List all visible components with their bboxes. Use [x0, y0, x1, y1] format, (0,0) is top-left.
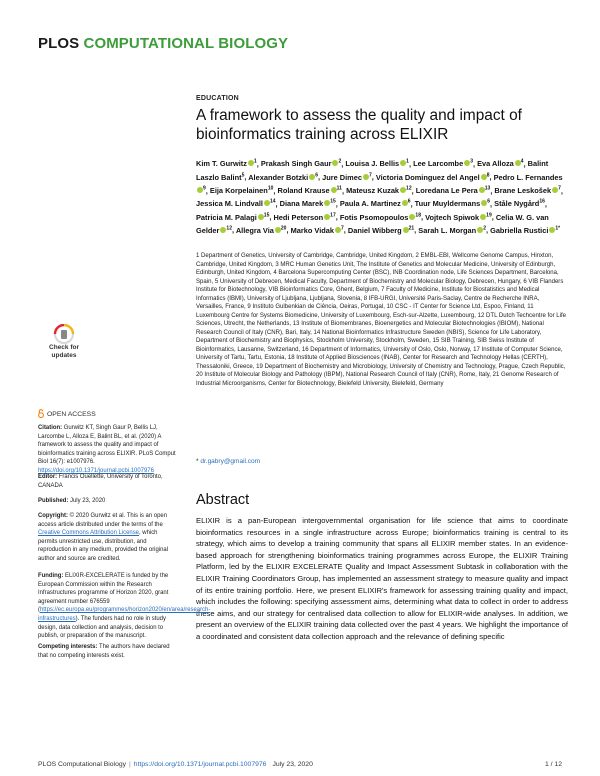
- author-name: Fotis Psomopoulos $^{18}$: [339, 212, 421, 222]
- corresponding-email-link[interactable]: dr.gabry@gmail.com: [200, 458, 261, 465]
- author-name: Patricia M. Palagi $^{15}$: [196, 212, 270, 222]
- author-affiliation-sup: 6: [315, 172, 318, 179]
- author-affiliation-sup: 17: [330, 212, 336, 219]
- author-affiliation-sup: 10: [267, 185, 274, 192]
- author-name: Paula A. Martinez $^6$: [339, 198, 411, 209]
- author-affiliation-sup: 1: [406, 159, 409, 165]
- journal-name-subtitle: COMPUTATIONAL BIOLOGY: [83, 35, 289, 52]
- author-name: Diana Marek $^{15}$: [279, 198, 336, 209]
- author-name: Allegra Via $^{20}$: [235, 225, 287, 235]
- affiliations: 1 Department of Genetics, University of Cambridge, Cambridge, United Kingdom, 2 EMBL-EBI, Wellcome Genome Campus, Hinxton, Cambridge, United Kingdom, 3 MRC Human Genetics Unit, The Institute of Genetics and Molecular Medicine, University of Edinburgh, Edinburgh, United Kingdom, 4 Barcelona Supercomputing Center (BSC), INB Coordination node, Life Sciences Department, Barcelona, Spain, 5 University of Debrecen, Medical Faculty, Department of Biochemistry and Molecular Biology, Debrecen, Hungary, 6 VIB Flanders Institute for Biotechnology, VIB Bioinformatics Core, Ghent, Belgium, 7 Faculty of Medicine, Institute for Biostatistics and Medical Informatics (IBMI), University of Ljubljana, Ljubljana, Slovenia, 8 IFB-URGI, Université Paris-Saclay, Centre de Recherche INRA, Versailles, France, 9 Instituto Gulbenkian de Ciência, Oeiras, Portugal, 10 CSC - IT Center for Science Ltd, Espoo, Finland, 11 Luxembourg Centre for Systems Biomedicine, University of Luxembourg, Esch-sur-Alzette, Luxembourg, 12 DTL Dutch Techcentre for Life Sciences, Utrecht, the Netherlands, 13 Institute of Biomembranes, Bioenergetics and Molecular Biotechnologies (IBIOM), National Research Council of Italy (CNR), Bari, Italy, 14 National Bioinformatics Infrastructure Sweden (NBIS), Science for Life Laboratory, Department of Biochemistry and Biophysics, Stockholm University, Stockholm, Sweden, 15 SIB Training, SIB Swiss Institute of Bioinformatics, Lausanne, Switzerland, 16 Department of Informatics, University of Oslo, Oslo, Norway, 17 Institute of Computer Science, University of Tartu, Tartu, Estonia, 18 Institute of Applied Biosciences (INAB), Center for Research and Technology Hellas (CERTH), Thessaloniki, Greece, 19 Department of Biochemistry and Microbiology, University of Chemistry and Technology, Prague, Czech Republic, 20 Institute of Molecular Biology and Pathology (IBPM), National Research Council of Italy (CNR), Rome, Italy, 21 Genome Research of Industrial Microorganisms, Center for Biotechnology, Bielefeld University, Bielefeld, Germany: [196, 253, 567, 387]
- author-name: Loredana Le Pera $^{13}$: [415, 185, 491, 195]
- author-name: Gabriella Rustici $^{1*}$: [490, 225, 561, 235]
- author-affiliation-sup: 2: [483, 225, 486, 232]
- published-block: Published: July 23, 2020: [38, 498, 106, 504]
- author-name: Louisa J. Bellis $^1$: [345, 159, 409, 169]
- author-affiliation-sup: 8: [486, 172, 490, 179]
- author-name: Sarah L. Morgan $^2$: [418, 225, 486, 235]
- author-name: Jessica M. Lindvall $^{14}$: [196, 198, 276, 209]
- author-name: Lee Larcombe $^3$: [413, 159, 473, 169]
- citation-block: Citation: Gurwitz KT, Singh Gaur P, Bellis LJ, Larcombe L, Alloza E, Balint BL, et al. (2020) A framework to assess the quality and impact of bioinformatics training across ELIXIR. PLoS Comput Biol 16(7): e1007976. https://doi.org/10.1371/journal.pcbi.1007976: [38, 425, 176, 474]
- author-affiliation-sup: 6: [407, 198, 411, 205]
- author-affiliation-sup: 15: [263, 212, 270, 219]
- author-affiliation-sup: 5: [241, 172, 245, 179]
- abstract-text: ELIXIR is a pan-European intergovernmental organisation for life science that aims to coordinate bioinformatics resources in a single infrastructure across Europe; bioinformatics training is central to its strategy, which aims to develop a training community that spans all ELIXIR member states. In an evidence-based approach for strengthening bioinformatics training programmes across Europe, the ELIXIR Training Platform, led by the ELIXIR EXCELERATE Quality and Impact Assessment Subtask in collaboration with the ELIXIR Training Coordinators Group, has implemented an assessment strategy to measure quality and impact of its entire training portfolio. Here, we present ELIXIR's framework for assessing training quality and impact, which includes the following: specifying assessment aims, determining what data to collect in order to address these aims, and our strategy for centralised data collection to allow for ELIXIR-wide analyses. In addition, we present an overview of the ELIXIR training data collected over the past 4 years. We highlight the importance of a coordinated and consistent data collection approach and the relevance of defining specific: [196, 516, 568, 641]
- author-name: Eija Korpelainen$^{10}$: [209, 185, 274, 195]
- author-name: Victoria Dominguez del Angel $^8$: [375, 172, 490, 182]
- author-affiliation-sup: 20: [280, 225, 287, 232]
- author-affiliation-sup: 7: [368, 172, 372, 179]
- journal-name-plos: PLOS: [38, 35, 84, 52]
- funding-link[interactable]: https://ec.europa.eu/programmes/horizon2020/en/area/research-infrastructures: [38, 607, 211, 622]
- copyright-block: Copyright: © 2020 Gurwitz et al. This is an open access article distributed under the terms of the Creative Commons Attribution License, which permits unrestricted use, distribution, and reproduction in any medium, provided the original author and source are credited.: [38, 513, 169, 562]
- author-affiliation-sup: 7: [558, 185, 561, 192]
- corresponding-marker: *: [196, 458, 199, 465]
- author-affiliation-sup: 11: [336, 185, 342, 192]
- author-name: Balint Laszlo Balint$^5$: [196, 159, 549, 182]
- competing-interests-block: Competing interests: The authors have declared that no competing interests exist.: [38, 644, 170, 659]
- open-access-lock-icon: [38, 409, 44, 418]
- author-affiliation-sup: 19: [486, 212, 492, 219]
- author-name: Brane Leskošek $^7$: [494, 185, 561, 195]
- author-name: Celia W. G. van Gelder $^{12}$: [196, 212, 549, 235]
- citation-doi-link[interactable]: https://doi.org/10.1371/journal.pcbi.1007976: [38, 467, 154, 474]
- check-for-updates-label: Check for updates: [49, 344, 79, 359]
- author-affiliation-sup: 1: [253, 159, 257, 165]
- footer-doi-link[interactable]: https://doi.org/10.1371/journal.pcbi.1007976: [133, 761, 267, 768]
- author-affiliation-sup: 12: [406, 185, 412, 192]
- author-name: Ståle Nygård$^{16}$: [494, 198, 545, 209]
- page-number: 1 / 12: [544, 761, 562, 768]
- author-affiliation-sup: 21: [408, 225, 415, 232]
- author-name: Pedro L. Fernandes$^9$: [196, 173, 563, 195]
- author-affiliation-sup: 7: [340, 225, 344, 232]
- author-affiliation-sup: 4: [520, 159, 524, 165]
- open-access-label: OPEN ACCESS: [38, 409, 96, 418]
- author-affiliation-sup: 3: [470, 159, 473, 165]
- journal-masthead: [38, 35, 288, 52]
- author-affiliation-sup: 13: [484, 185, 491, 192]
- page-footer: PLOS Computational Biology | https://doi.org/10.1371/journal.pcbi.1007976 July 23, 2020: [38, 761, 313, 768]
- author-affiliation-sup: 6: [487, 198, 491, 205]
- funding-block: Funding: ELIXIR-EXCELERATE is funded by the European Commission within the Research Infrastructures programme of Horizon 2020, grant agreement number 676559 (https://ec.europa.eu/programmes/horizon2020/en/area/research-infrastructures). The funders had no role in study design, data collection and analysis, decision to publish, or preparation of the manuscript.: [38, 573, 211, 640]
- author-affiliation-sup: 9: [203, 185, 206, 192]
- author-affiliation-sup: 14: [269, 198, 276, 205]
- author-name: Roland Krause $^{11}$: [277, 185, 342, 195]
- author-affiliation-sup: 2: [338, 159, 342, 165]
- author-name: Tuur Muyldermans $^6$: [414, 198, 491, 209]
- author-name: Daniel Wibberg $^{21}$: [347, 225, 415, 235]
- author-name: Marko Vidak $^7$: [290, 225, 344, 235]
- check-for-updates-badge[interactable]: [38, 324, 90, 384]
- author-name: Alexander Botzki $^6$: [248, 172, 318, 182]
- author-name: Jure Dimec $^7$: [322, 172, 372, 182]
- footer-journal: PLOS Computational Biology: [38, 761, 127, 768]
- author-affiliation-sup: 1*: [555, 225, 561, 232]
- author-name: Eva Alloza $^4$: [477, 159, 524, 169]
- author-name: Vojtech Spiwok $^{19}$: [425, 212, 492, 222]
- author-name: Mateusz Kuzak $^{12}$: [346, 185, 412, 195]
- author-affiliation-sup: 15: [330, 198, 336, 205]
- author-affiliation-sup: 16: [539, 198, 545, 205]
- author-name: Hedi Peterson $^{17}$: [273, 212, 336, 222]
- author-affiliation-sup: 12: [226, 225, 232, 232]
- author-name: Prakash Singh Gaur $^2$: [260, 159, 342, 169]
- corresponding-author: [196, 458, 260, 465]
- editor-block: Editor: Francis Ouellette, University of Toronto, CANADA: [38, 474, 163, 489]
- author-list: Kim T. Gurwitz $^1$, Prakash Singh Gaur $^2$, Louisa J. Bellis $^1$, Lee Larcombe $^3$, Eva Alloza $^4$, Balint Laszlo Balint$^5$, Alexander Botzki $^6$, Jure Dimec $^7$, Victoria Dominguez del Angel $^8$, Pedro L. Fernandes$^9$, Eija Korpelainen$^{10}$, Roland Krause $^{11}$, Mateusz Kuzak $^{12}$, Loredana Le Pera $^{13}$, Brane Leskošek $^7$, Jessica M. Lindvall $^{14}$, Diana Marek $^{15}$, Paula A. Martinez $^6$, Tuur Muyldermans $^6$, Ståle Nygård$^{16}$, Patricia M. Palagi $^{15}$, Hedi Peterson $^{17}$, Fotis Psomopoulos $^{18}$, Vojtech Spiwok $^{19}$, Celia W. G. van Gelder $^{12}$, Allegra Via $^{20}$, Marko Vidak $^7$, Daniel Wibberg $^{21}$, Sarah L. Morgan $^2$, Gabriella Rustici $^{1*}$: [196, 159, 563, 235]
- author-name: Kim T. Gurwitz $^1$: [196, 159, 257, 169]
- footer-date: July 23, 2020: [272, 761, 313, 768]
- article-section-label: EDUCATION: [196, 95, 239, 102]
- author-affiliation-sup: 18: [415, 212, 421, 219]
- article-title: A framework to assess the quality and impact of bioinformatics training across ELIXIR: [196, 107, 522, 143]
- abstract-heading: Abstract: [196, 492, 250, 508]
- license-link[interactable]: Creative Commons Attribution License: [38, 530, 139, 537]
